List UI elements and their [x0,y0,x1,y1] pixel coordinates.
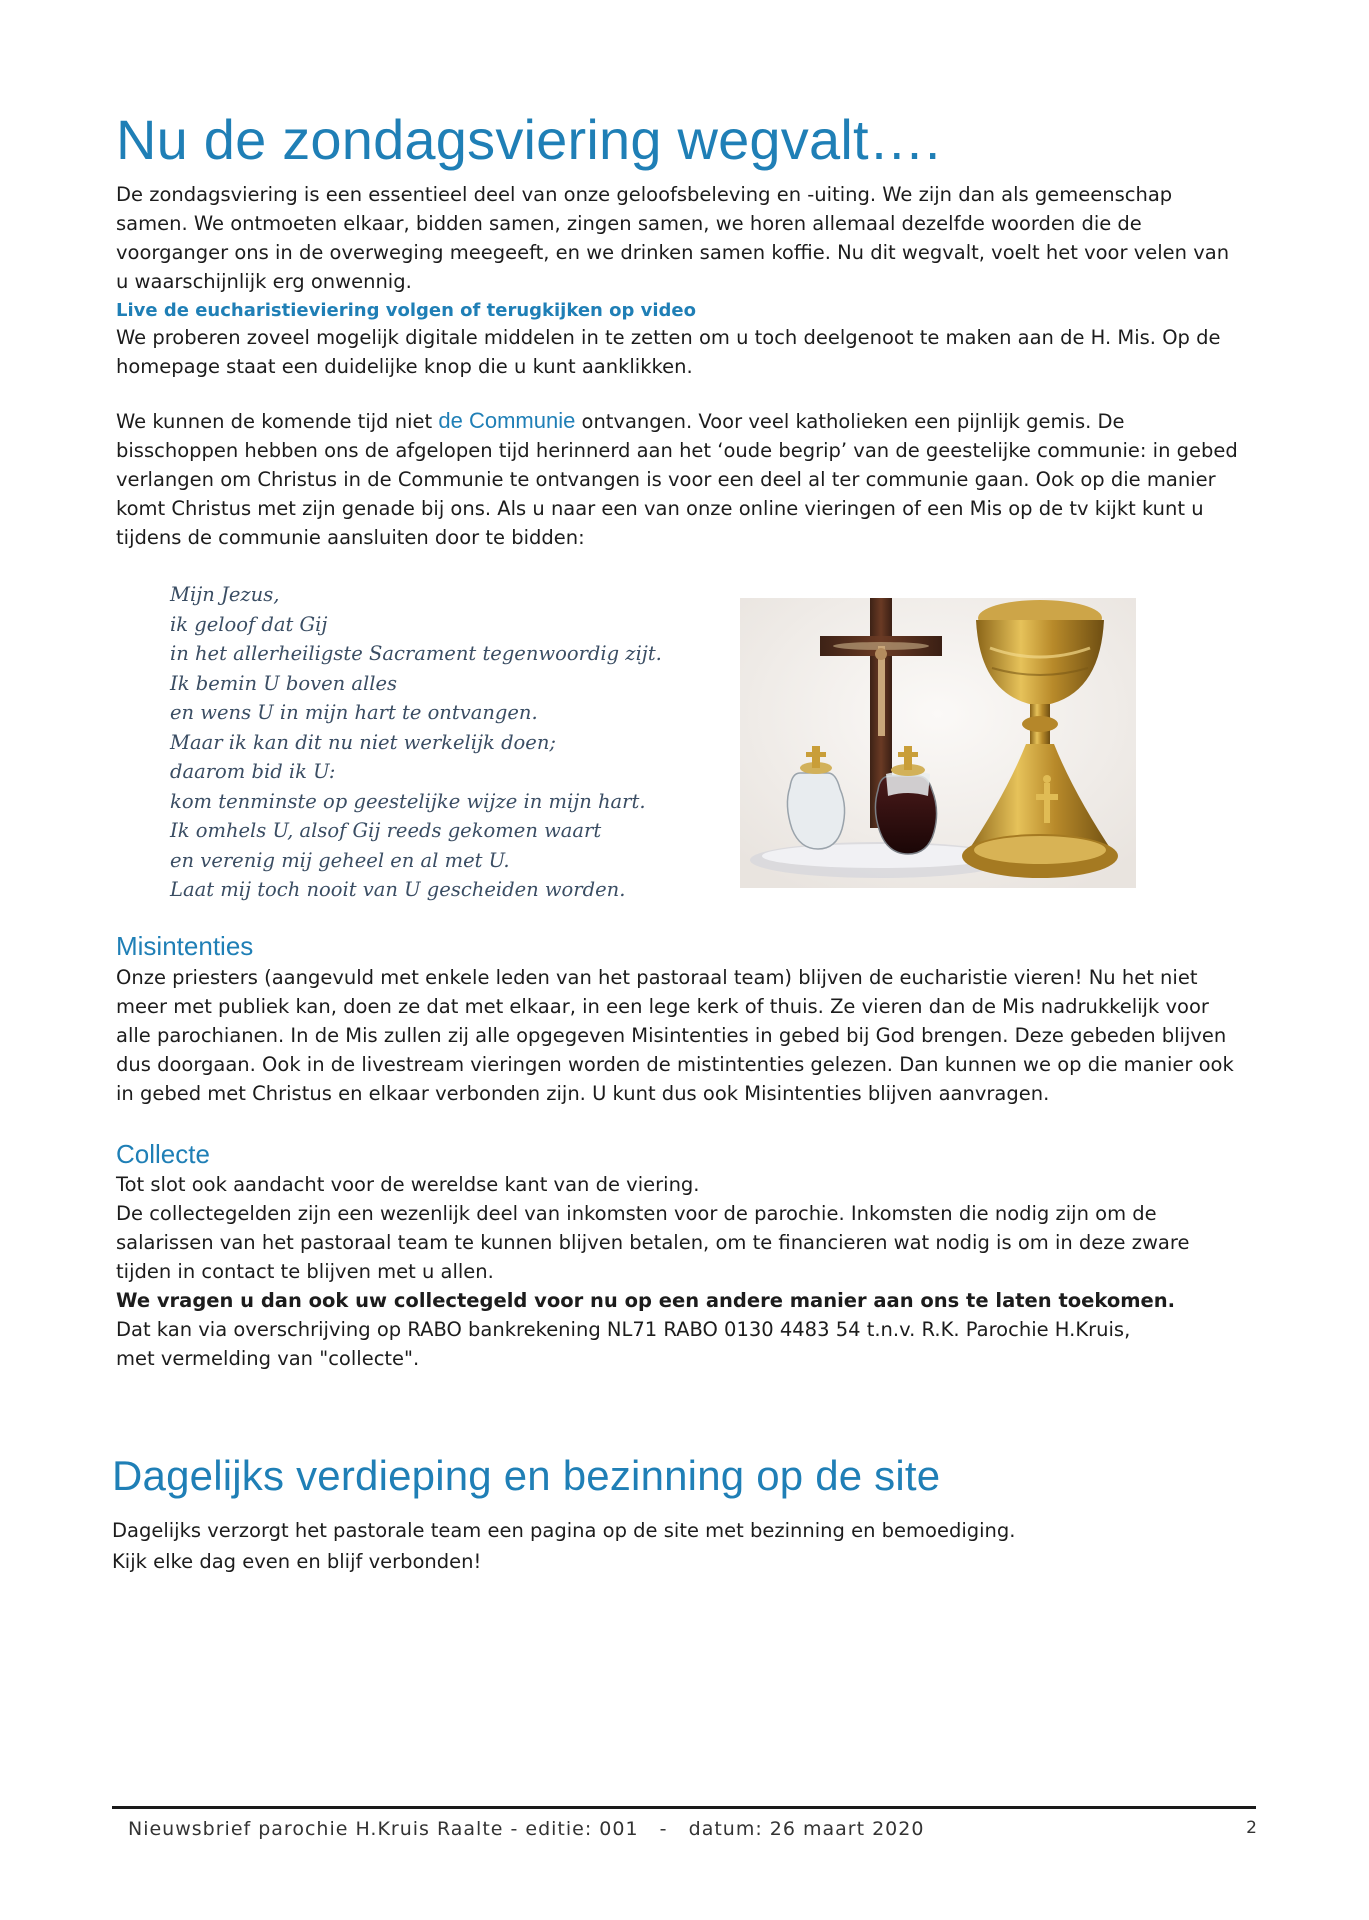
prayer-line: ik geloof dat Gij [170,612,328,636]
collecte-paragraph: De collectegelden zijn een wezenlijk deel van inkomsten voor de parochie. Inkomsten die nodig zijn om de salarissen van het pastoraal team te kunnen blijven betalen, om te financieren wat nodig is om in deze zware tijden in contact te blijven met u allen. [116,1202,1190,1283]
footer-divider [112,1806,1256,1809]
collecte-heading: Collecte [116,1139,210,1169]
communion-highlight: de Communie [438,408,576,433]
footer-text: Nieuwsbrief parochie H.Kruis Raalte - editie: 001 - datum: 26 maart 2020 [128,1818,925,1840]
prayer-line: en verenig mij geheel en al met U. [170,848,510,872]
live-paragraph: We proberen zoveel mogelijk digitale middelen in te zetten om u toch deelgenoot te maken aan de H. Mis. Op de homepage staat een duidelijke knop die u kunt aanklikken. [116,326,1221,378]
communion-paragraph [116,406,1246,552]
prayer-line: Mijn Jezus, [170,583,280,606]
chalice-crucifix-photo [740,598,1136,888]
prayer-line: in het allerheiligste Sacrament tegenwoordig zijt. [170,642,662,665]
prayer-line: kom tenminste op geestelijke wijze in mijn hart. [170,789,646,813]
prayer-line: daarom bid ik U: [170,760,336,783]
prayer-text [170,580,730,905]
section2-title: Dagelijks verdieping en bezinning op de site [112,1452,941,1499]
misintenties-heading: Misintenties [116,931,254,961]
live-heading: Live de eucharistieviering volgen of terugkijken op video [116,300,696,321]
section2-line2: Kijk elke dag even en blijf verbonden! [112,1550,482,1573]
prayer-line: en wens U in mijn hart te ontvangen. [170,701,538,724]
chalice-crucifix-illustration [740,598,1136,888]
section2-line1: Dagelijks verzorgt het pastorale team een pagina op de site met bezinning en bemoediging. [112,1519,1016,1542]
collecte-bank-details: Dat kan via overschrijving op RABO bankrekening NL71 RABO 0130 4483 54 t.n.v. R.K. Parochie H.Kruis, [116,1318,1131,1341]
communion-text-post: ontvangen. Voor veel katholieken een pijnlijk gemis. De bisschoppen hebben ons de afgelopen tijd herinnerd aan het ‘oude begrip’ van de geestelijke communie: in gebed verlangen om Christus in de Communie te ontvangen is voor een deel al ter communie gaan. Ook op die manier komt Christus met zijn genade bij ons. Als u naar een van onze online vieringen of een Mis op de tv kijkt kunt u tijdens de communie aansluiten door te bidden: [116,410,1238,549]
page-number: 2 [1246,1818,1257,1838]
intro-paragraph: De zondagsviering is een essentieel deel van onze geloofsbeleving en -uiting. We zijn dan als gemeenschap samen. We ontmoeten elkaar, bidden samen, zingen samen, we horen allemaal dezelfde woorden die de voorganger ons in de overweging meegeeft, en we drinken samen koffie. Nu dit wegvalt, voelt het voor velen van u waarschijnlijk erg onwennig. [116,183,1230,293]
collecte-intro: Tot slot ook aandacht voor de wereldse kant van de viering. [116,1173,700,1196]
prayer-line: Ik omhels U, alsof Gij reeds gekomen waart [170,819,602,842]
communion-text-pre: We kunnen de komende tijd niet [116,410,439,433]
collecte-request: We vragen u dan ook uw collectegeld voor nu op een andere manier aan ons te laten toekomen. [116,1289,1176,1312]
collecte-mention: met vermelding van "collecte". [116,1347,420,1370]
prayer-line: Laat mij toch nooit van U gescheiden worden. [170,878,626,901]
misintenties-paragraph: Onze priesters (aangevuld met enkele leden van het pastoraal team) blijven de eucharistie vieren! Nu het niet meer met publiek kan, doen ze dat met elkaar, in een lege kerk of thuis. Ze vieren dan de Mis nadrukkelijk voor alle parochianen. In de Mis zullen zij alle opgegeven Misintenties in gebed bij God brengen. Deze gebeden blijven dus doorgaan. Ook in de livestream vieringen worden de mistintenties gelezen. Dan kunnen we op die manier ook in gebed met Christus en elkaar verbonden zijn. U kunt dus ook Misintenties blijven aanvragen. [116,966,1234,1105]
page-title: Nu de zondagsviering wegvalt…. [116,108,941,171]
prayer-line: Maar ik kan dit nu niet werkelijk doen; [170,730,556,754]
prayer-line: Ik bemin U boven alles [170,671,398,695]
